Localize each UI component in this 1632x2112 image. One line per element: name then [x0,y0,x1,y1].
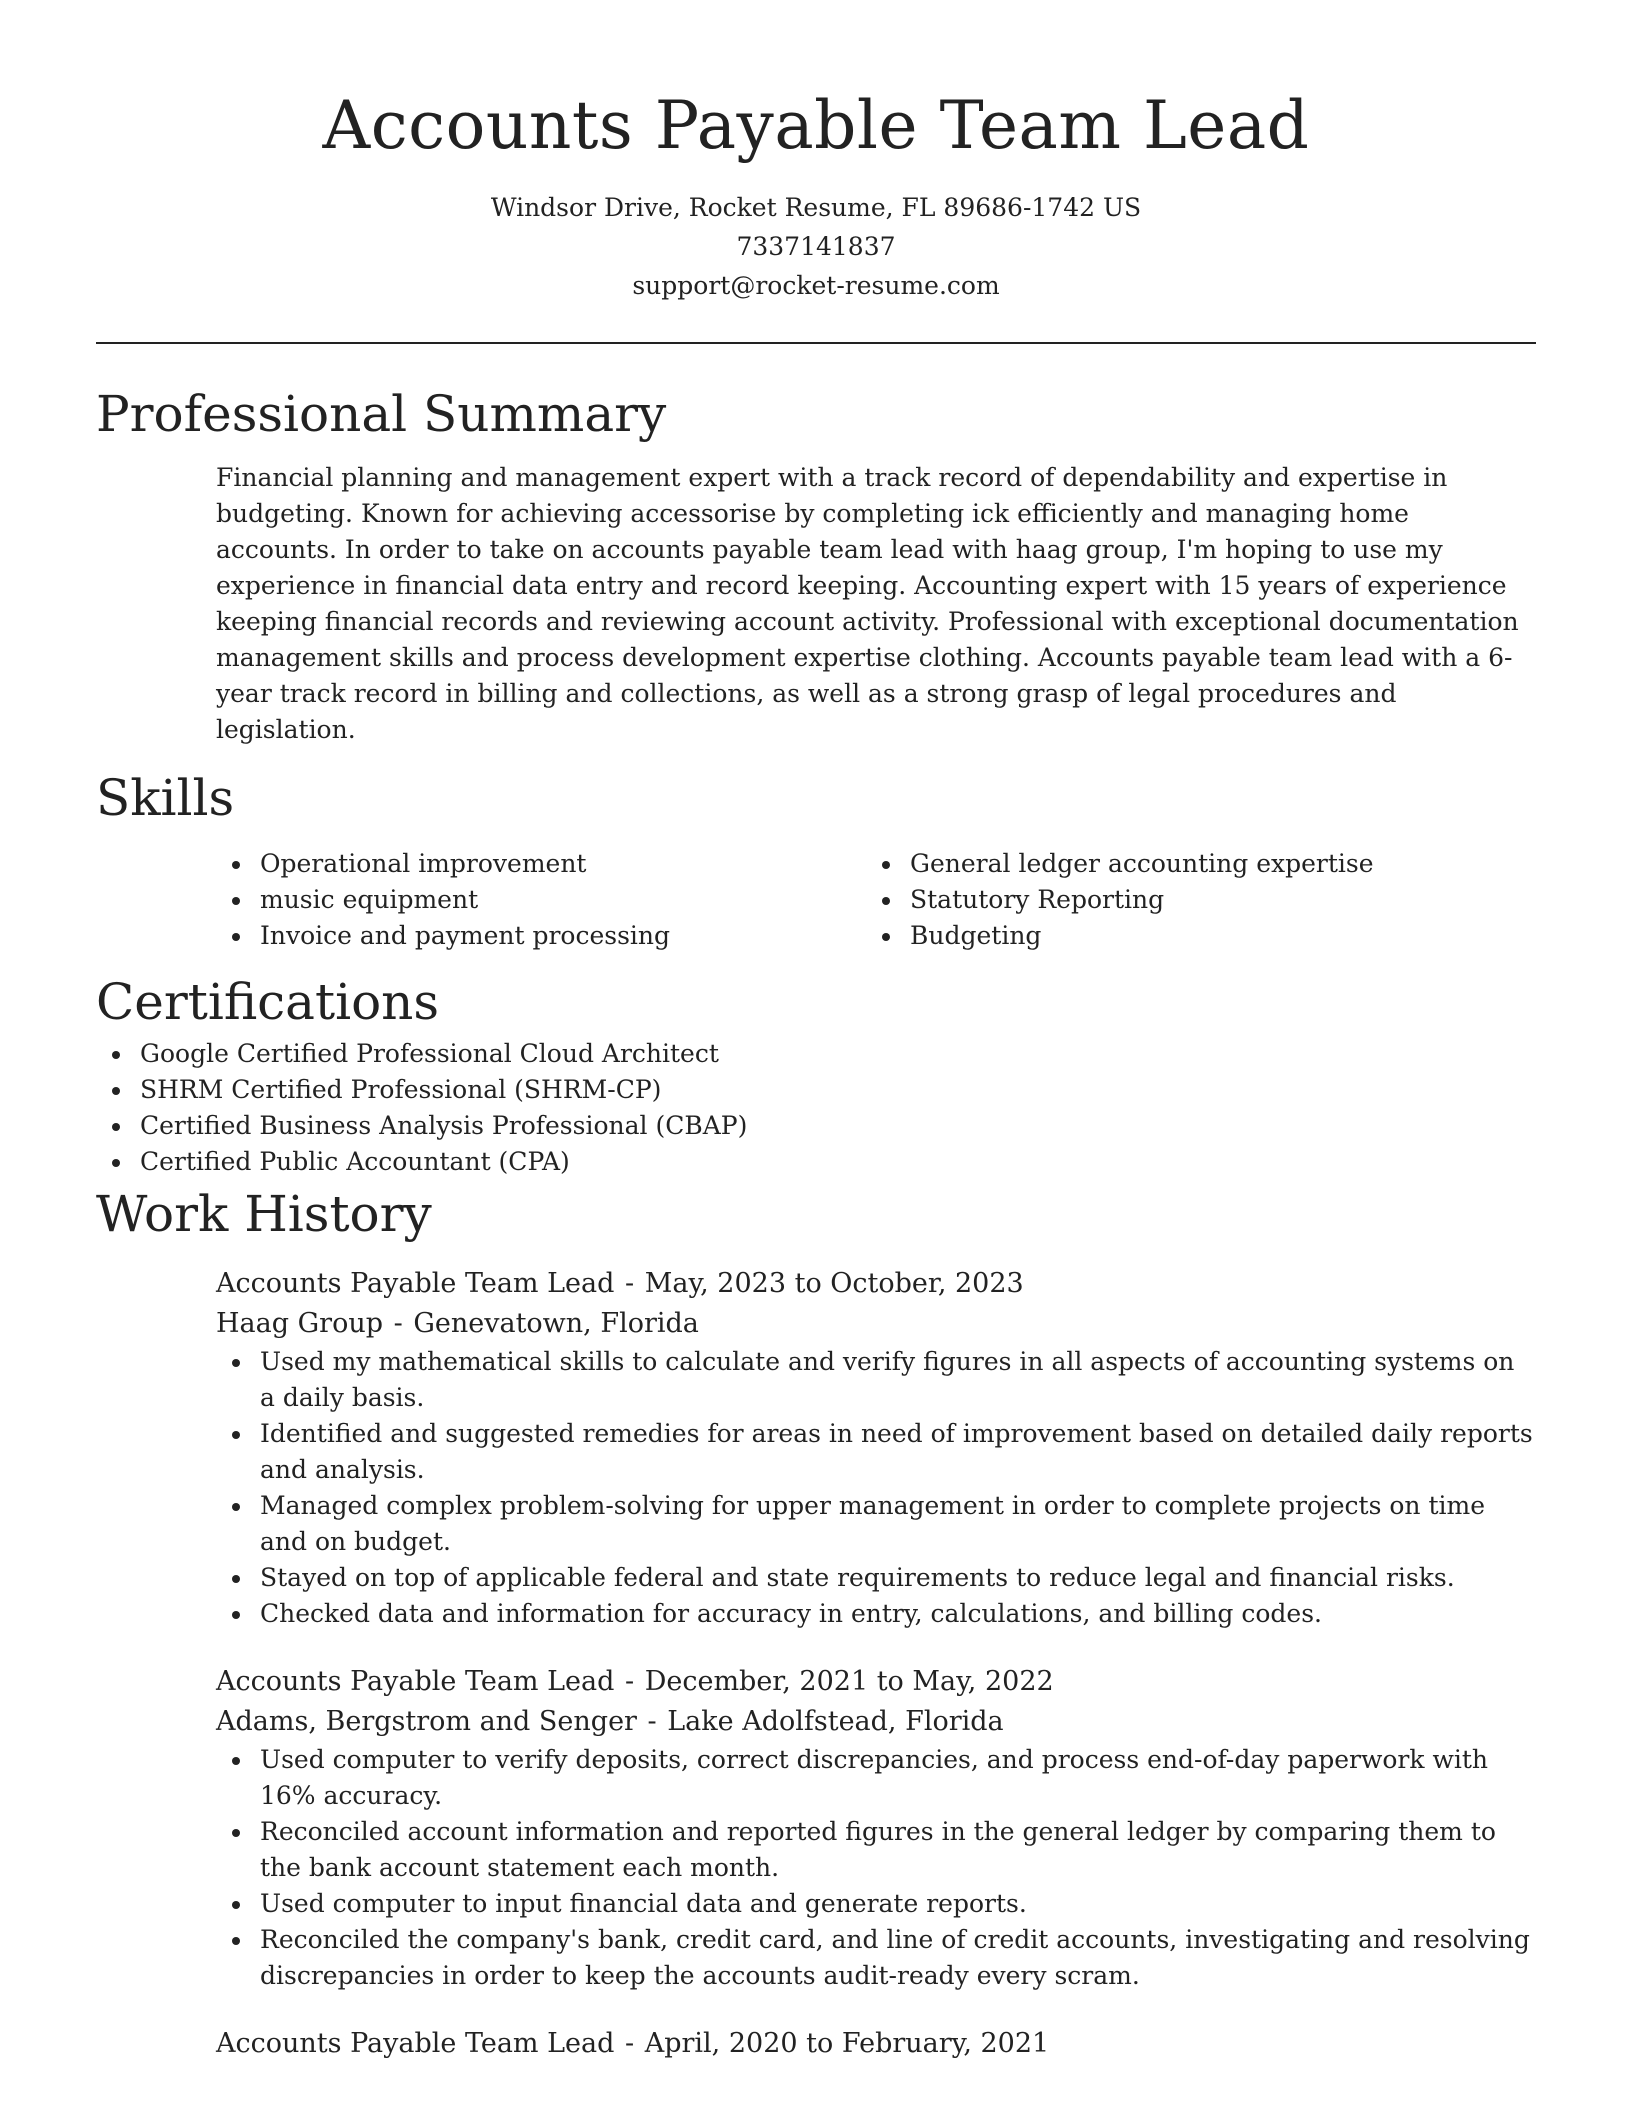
job-bullet: Used computer to input financial data and generate reports. [216,1886,1536,1922]
header-divider [96,342,1536,344]
skill-item: Budgeting [866,918,1536,954]
job-dates: December, 2021 to May, 2022 [644,1666,1054,1697]
job-entry [216,1264,1536,1632]
skills-column-left [216,846,866,954]
job-bullet: Used computer to verify deposits, correct discrepancies, and process end-of-day paperwork with 16% accuracy. [216,1742,1536,1814]
job-bullet: Identified and suggested remedies for areas in need of improvement based on detailed daily reports and analysis. [216,1416,1536,1488]
certifications-section [96,968,1536,1180]
candidate-name: Accounts Payable Team Lead [322,87,1310,164]
job-company-line: Haag Group - Genevatown, Florida [216,1308,699,1339]
skill-item: Invoice and payment processing [216,918,866,954]
job-bullets [216,1344,1536,1632]
resume-header [0,0,1632,305]
summary-text: Financial planning and management expert with a track record of dependability and expertise in budgeting. Known for achieving accessorise by completing ick efficiently and managing home accounts. In order to take on accounts payable team lead with haag group, I'm hoping to use my experience in financial data entry and record keeping. Accounting expert with 15 years of experience keeping financial records and reviewing account activity. Professional with exceptional documentation management skills and process development expertise clothing. Accounts payable team lead with a 6-year track record in billing and collections, as well as a strong grasp of legal procedures and legislation. [216,463,1519,744]
job-dates: May, 2023 to October, 2023 [644,1268,1024,1299]
phone: 7337141837 [736,232,896,261]
summary-title: Professional Summary [96,385,667,443]
certification-item: Google Certified Professional Cloud Architect [96,1036,1536,1072]
certifications-list [96,1036,1536,1180]
job-role: Accounts Payable Team Lead [216,1666,615,1697]
skills-column-right [866,846,1536,954]
certification-item: Certified Business Analysis Professional (CBAP) [96,1108,1536,1144]
resume-body [96,380,1536,2064]
work-history-title: Work History [96,1185,432,1243]
contact-info [0,188,1632,305]
job-dates: April, 2020 to February, 2021 [644,2028,1050,2059]
job-bullet: Stayed on top of applicable federal and state requirements to reduce legal and financial risks. [216,1560,1536,1596]
job-location: Genevatown, Florida [413,1308,699,1339]
job-company: Adams, Bergstrom and Senger [216,1706,637,1737]
job-bullet: Managed complex problem-solving for upper management in order to complete projects on time and on budget. [216,1488,1536,1560]
skill-item: General ledger accounting expertise [866,846,1536,882]
job-title-line: Accounts Payable Team Lead - April, 2020 to February, 2021 [216,2028,1050,2059]
job-company-line: Adams, Bergstrom and Senger - Lake Adolfstead, Florida [216,1706,1004,1737]
job-entry [216,1662,1536,1994]
job-bullets [216,1742,1536,1994]
skills-title: Skills [96,769,235,827]
certification-item: Certified Public Accountant (CPA) [96,1144,1536,1180]
job-role: Accounts Payable Team Lead [216,2028,615,2059]
skills-list [216,846,1536,954]
job-entry [216,2024,1536,2064]
address: Windsor Drive, Rocket Resume, FL 89686-1742 US [490,193,1142,222]
job-title-line: Accounts Payable Team Lead - December, 2021 to May, 2022 [216,1666,1054,1697]
skill-item: Statutory Reporting [866,882,1536,918]
certifications-title: Certifications [96,973,440,1031]
skill-item: music equipment [216,882,866,918]
work-history-section [96,1180,1536,2064]
job-bullet: Checked data and information for accuracy in entry, calculations, and billing codes. [216,1596,1536,1632]
job-location: Lake Adolfstead, Florida [667,1706,1004,1737]
job-bullet: Reconciled the company's bank, credit card, and line of credit accounts, investigating and resolving discrepancies in order to keep the accounts audit-ready every scram. [216,1922,1536,1994]
email: support@rocket-resume.com [632,271,1000,300]
skills-section [96,764,1536,954]
job-role: Accounts Payable Team Lead [216,1268,615,1299]
job-bullet: Reconciled account information and reported figures in the general ledger by comparing them to the bank account statement each month. [216,1814,1536,1886]
skill-item: Operational improvement [216,846,866,882]
summary-section [96,380,1536,748]
certification-item: SHRM Certified Professional (SHRM-CP) [96,1072,1536,1108]
job-bullet: Used my mathematical skills to calculate and verify figures in all aspects of accounting systems on a daily basis. [216,1344,1536,1416]
job-company: Haag Group [216,1308,384,1339]
job-title-line: Accounts Payable Team Lead - May, 2023 to October, 2023 [216,1268,1024,1299]
